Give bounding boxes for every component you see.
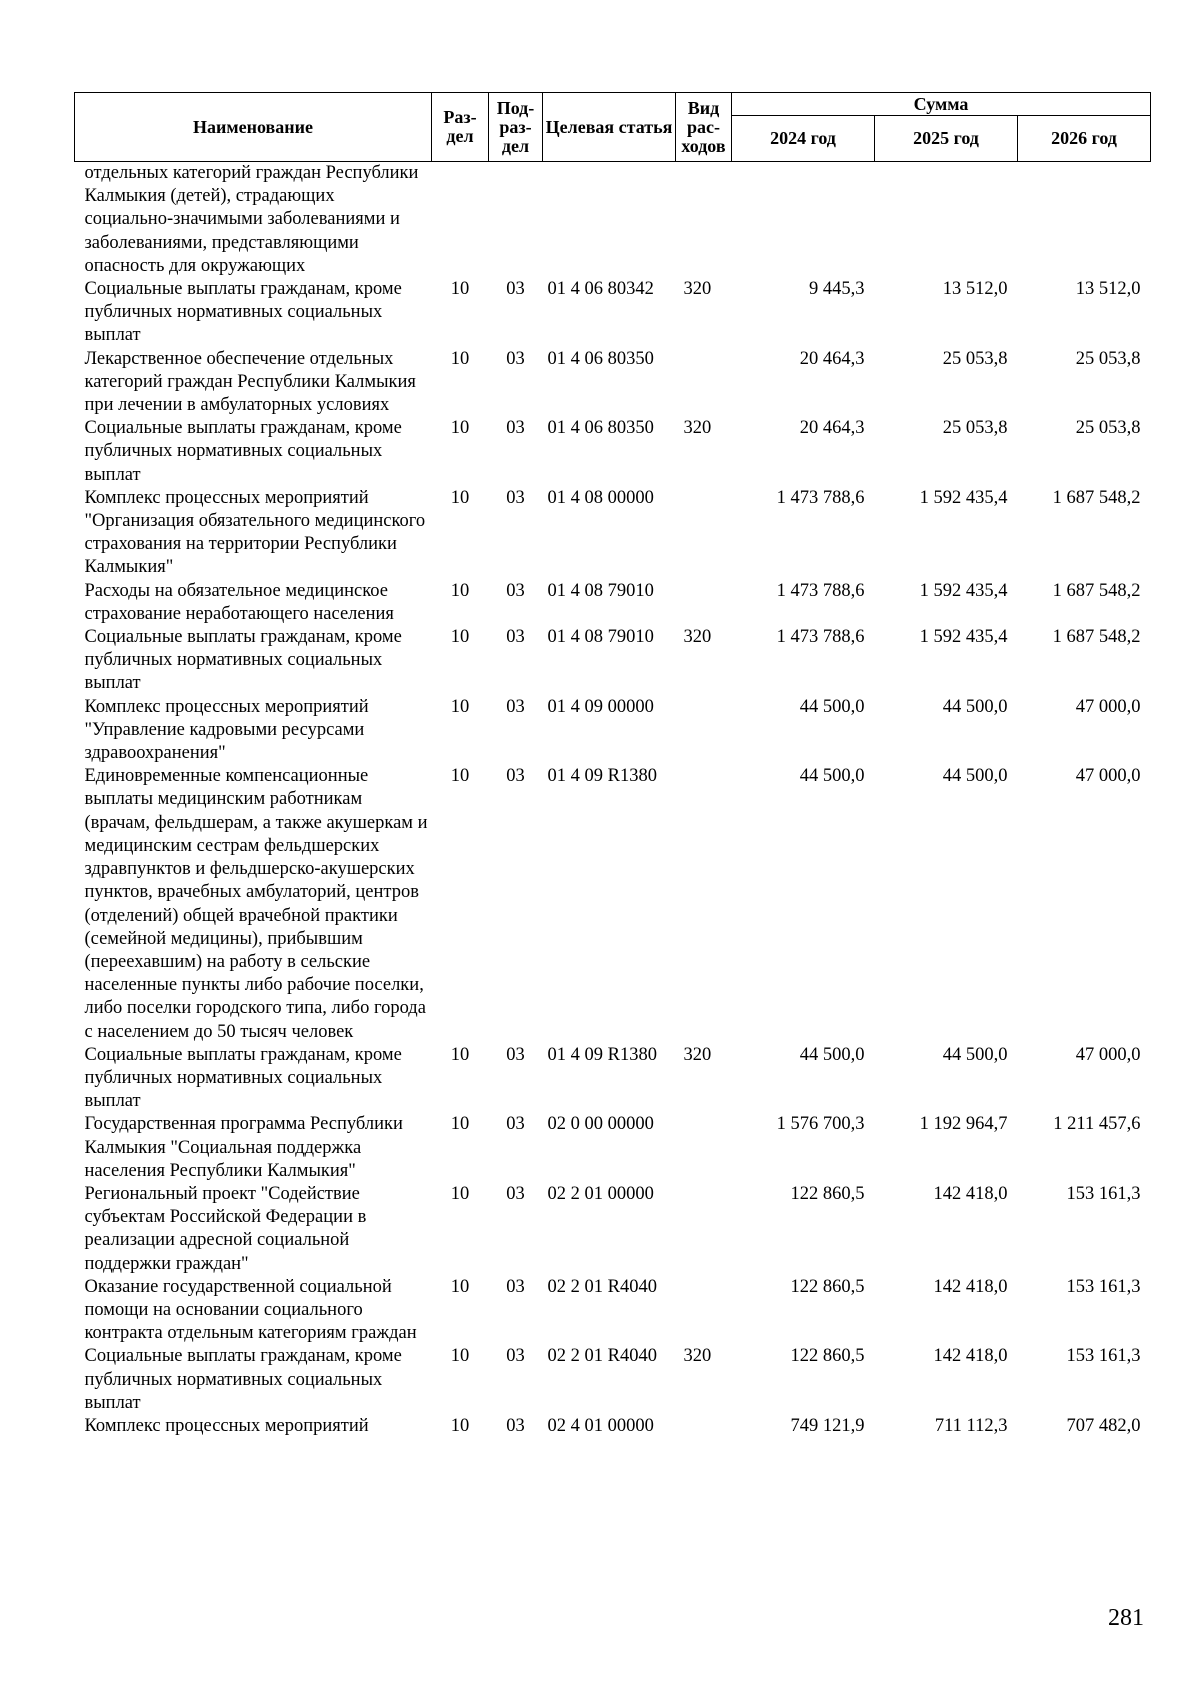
row-code-cell: 01 4 09 R1380 bbox=[547, 766, 657, 787]
row-code-cell: 02 2 01 R4040 bbox=[547, 1276, 657, 1297]
row-razdel-cell: 10 bbox=[450, 1114, 470, 1135]
row-razdel-cell: 10 bbox=[450, 1183, 470, 1204]
row-vid-cell bbox=[676, 696, 732, 766]
row-vid-cell bbox=[676, 348, 732, 418]
row-2025-cell: 44 500,0 bbox=[942, 766, 1008, 787]
row-vid-cell bbox=[676, 1415, 732, 1438]
budget-table-page bbox=[74, 92, 1150, 1438]
row-2024-cell bbox=[732, 162, 875, 279]
row-2024-cell: 1 473 788,6 bbox=[776, 580, 865, 601]
row-razdel-cell: 10 bbox=[450, 487, 470, 508]
row-vid-cell bbox=[676, 1113, 732, 1183]
row-2024-cell: 20 464,3 bbox=[799, 418, 865, 439]
row-razdel-cell: 10 bbox=[450, 1346, 470, 1367]
budget-table bbox=[74, 92, 1151, 1438]
row-podrazdel-cell: 03 bbox=[506, 696, 525, 717]
row-name-cell: Лекарственное обеспечение отдельных категорий граждан Республики Калмыкия при лечении в амбулаторных условиях bbox=[84, 348, 416, 416]
row-podrazdel-cell: 03 bbox=[506, 1114, 525, 1135]
table-row bbox=[75, 162, 1151, 279]
table-row bbox=[75, 1113, 1151, 1183]
row-podrazdel-cell: 03 bbox=[506, 348, 525, 369]
table-row bbox=[75, 487, 1151, 580]
row-name-cell: Государственная программа Республики Калмыкия "Социальная поддержка населения Республики Калмыкия" bbox=[84, 1114, 403, 1181]
row-name-cell: Социальные выплаты гражданам, кроме публичных нормативных социальных выплат bbox=[84, 1346, 402, 1413]
row-vid-cell bbox=[676, 1183, 732, 1276]
row-razdel-cell: 10 bbox=[450, 418, 470, 439]
row-2025-cell: 25 053,8 bbox=[942, 418, 1008, 439]
row-name-cell: Социальные выплаты гражданам, кроме публичных нормативных социальных выплат bbox=[84, 279, 402, 346]
row-code-cell: 02 0 00 00000 bbox=[547, 1114, 654, 1135]
row-code-cell: 01 4 06 80350 bbox=[547, 418, 654, 439]
row-podrazdel-cell: 03 bbox=[506, 627, 525, 648]
row-code-cell: 01 4 08 00000 bbox=[547, 487, 654, 508]
row-2026-cell: 13 512,0 bbox=[1075, 279, 1141, 300]
page-number: 281 bbox=[1108, 1605, 1144, 1631]
row-name-cell: Расходы на обязательное медицинское страхование неработающего населения bbox=[84, 580, 394, 624]
row-vid-cell: 320 bbox=[683, 279, 712, 300]
row-code-cell: 01 4 06 80342 bbox=[547, 279, 654, 300]
row-podrazdel-cell: 03 bbox=[506, 1044, 525, 1065]
row-code-cell: 02 4 01 00000 bbox=[547, 1415, 654, 1436]
row-code-cell: 01 4 06 80350 bbox=[547, 348, 654, 369]
row-2024-cell: 44 500,0 bbox=[799, 696, 865, 717]
row-vid-cell bbox=[676, 580, 732, 626]
row-vid-cell: 320 bbox=[683, 1346, 712, 1367]
row-2024-cell: 1 473 788,6 bbox=[776, 627, 865, 648]
row-2024-cell: 9 445,3 bbox=[809, 279, 865, 300]
row-2025-cell: 142 418,0 bbox=[933, 1183, 1008, 1204]
row-2026-cell: 1 687 548,2 bbox=[1052, 580, 1141, 601]
row-code-cell: 02 2 01 R4040 bbox=[547, 1346, 657, 1367]
row-2025-cell: 1 592 435,4 bbox=[919, 627, 1008, 648]
row-2026-cell: 1 211 457,6 bbox=[1053, 1114, 1141, 1135]
row-2026-cell: 47 000,0 bbox=[1075, 696, 1141, 717]
row-2024-cell: 1 473 788,6 bbox=[776, 487, 865, 508]
row-podrazdel-cell: 03 bbox=[506, 279, 525, 300]
row-2024-cell: 20 464,3 bbox=[799, 348, 865, 369]
row-2026-cell: 153 161,3 bbox=[1066, 1276, 1141, 1297]
row-code-cell: 01 4 09 R1380 bbox=[547, 1044, 657, 1065]
row-2025-cell: 1 592 435,4 bbox=[919, 580, 1008, 601]
header-2025: 2025 год bbox=[875, 116, 1018, 162]
row-razdel-cell: 10 bbox=[450, 1044, 470, 1065]
row-name-cell: Социальные выплаты гражданам, кроме публичных нормативных социальных выплат bbox=[84, 627, 402, 694]
table-row bbox=[75, 348, 1151, 418]
table-row bbox=[75, 626, 1151, 696]
row-vid-cell: 320 bbox=[683, 418, 712, 439]
row-podrazdel-cell: 03 bbox=[506, 1415, 525, 1436]
row-code-cell: 01 4 08 79010 bbox=[547, 580, 654, 601]
row-razdel-cell: 10 bbox=[450, 279, 470, 300]
row-2025-cell: 711 112,3 bbox=[934, 1415, 1008, 1436]
row-name-cell: Комплекс процессных мероприятий "Организация обязательного медицинского страхования на территории Республики Калмыкия" bbox=[84, 487, 426, 578]
row-code-cell: 01 4 08 79010 bbox=[547, 627, 654, 648]
row-2025-cell: 13 512,0 bbox=[942, 279, 1008, 300]
table-row bbox=[75, 580, 1151, 626]
row-vid-cell bbox=[676, 162, 732, 279]
row-podrazdel-cell: 03 bbox=[506, 418, 525, 439]
row-razdel-cell: 10 bbox=[450, 696, 470, 717]
header-2026: 2026 год bbox=[1018, 116, 1151, 162]
header-razdel: Раз- дел bbox=[432, 93, 489, 162]
table-row bbox=[75, 417, 1151, 487]
table-body bbox=[75, 162, 1151, 1439]
row-name-cell: Социальные выплаты гражданам, кроме публичных нормативных социальных выплат bbox=[84, 418, 402, 485]
row-2024-cell: 122 860,5 bbox=[790, 1276, 865, 1297]
row-2024-cell: 44 500,0 bbox=[799, 1044, 865, 1065]
row-2026-cell bbox=[1018, 162, 1151, 279]
row-vid-cell: 320 bbox=[683, 627, 712, 648]
row-podrazdel-cell: 03 bbox=[506, 1346, 525, 1367]
table-row bbox=[75, 765, 1151, 1043]
header-name: Наименование bbox=[75, 93, 432, 162]
table-row bbox=[75, 1345, 1151, 1415]
row-razdel-cell: 10 bbox=[450, 766, 470, 787]
row-razdel-cell: 10 bbox=[450, 1415, 470, 1436]
row-2026-cell: 1 687 548,2 bbox=[1052, 487, 1141, 508]
header-podrazdel: Под- раз- дел bbox=[489, 93, 543, 162]
row-podrazdel-cell bbox=[489, 162, 543, 279]
row-2026-cell: 25 053,8 bbox=[1075, 418, 1141, 439]
row-2026-cell: 47 000,0 bbox=[1075, 1044, 1141, 1065]
row-2025-cell: 142 418,0 bbox=[933, 1276, 1008, 1297]
row-name-cell: Оказание государственной социальной помощи на основании социального контракта отдельным категориям граждан bbox=[84, 1276, 417, 1344]
row-2025-cell: 1 192 964,7 bbox=[919, 1114, 1008, 1135]
row-name-cell: Комплекс процессных мероприятий bbox=[84, 1415, 369, 1436]
row-razdel-cell: 10 bbox=[450, 580, 470, 601]
row-vid-cell bbox=[676, 487, 732, 580]
row-2026-cell: 153 161,3 bbox=[1066, 1346, 1141, 1367]
row-2025-cell bbox=[875, 162, 1018, 279]
row-code-cell: 02 2 01 00000 bbox=[547, 1183, 654, 1204]
row-podrazdel-cell: 03 bbox=[506, 1183, 525, 1204]
table-row bbox=[75, 1183, 1151, 1276]
table-header bbox=[75, 93, 1151, 162]
row-2026-cell: 707 482,0 bbox=[1066, 1415, 1141, 1436]
row-podrazdel-cell: 03 bbox=[506, 487, 525, 508]
table-row bbox=[75, 1276, 1151, 1346]
row-2025-cell: 1 592 435,4 bbox=[919, 487, 1008, 508]
row-name-cell: Региональный проект "Содействие субъектам Российской Федерации в реализации адресной социальной поддержки граждан" bbox=[84, 1183, 367, 1274]
row-code-cell bbox=[543, 162, 676, 279]
row-2025-cell: 44 500,0 bbox=[942, 696, 1008, 717]
row-podrazdel-cell: 03 bbox=[506, 580, 525, 601]
row-vid-cell bbox=[676, 765, 732, 1043]
row-code-cell: 01 4 09 00000 bbox=[547, 696, 654, 717]
row-name-cell: Социальные выплаты гражданам, кроме публичных нормативных социальных выплат bbox=[84, 1044, 402, 1112]
table-row bbox=[75, 278, 1151, 348]
row-2025-cell: 142 418,0 bbox=[933, 1346, 1008, 1367]
header-summa: Сумма bbox=[732, 93, 1151, 116]
row-podrazdel-cell: 03 bbox=[506, 1276, 525, 1297]
row-2024-cell: 122 860,5 bbox=[790, 1183, 865, 1204]
header-vid: Вид рас- ходов bbox=[676, 93, 732, 162]
row-2025-cell: 25 053,8 bbox=[942, 348, 1008, 369]
row-razdel-cell: 10 bbox=[450, 1276, 470, 1297]
table-row bbox=[75, 1044, 1151, 1114]
row-vid-cell: 320 bbox=[683, 1044, 712, 1065]
row-2024-cell: 1 576 700,3 bbox=[776, 1114, 865, 1135]
table-row bbox=[75, 696, 1151, 766]
row-name-cell: Единовременные компенсационные выплаты медицинским работникам (врачам, фельдшерам, а также акушеркам и медицинским сестрам фельдшерских здравпунктов и фельдшерско-акушерских пунктов, врачебных амбулаторий, центров (отделений) общей врачебной практики (семейной медицины), прибывшим (переехавшим) на работу в сельские населенные пункты либо рабочие поселки, либо поселки городского типа, либо города с населением до 50 тысяч человек bbox=[84, 766, 428, 1042]
row-2026-cell: 153 161,3 bbox=[1066, 1183, 1141, 1204]
row-podrazdel-cell: 03 bbox=[506, 766, 525, 787]
row-2026-cell: 25 053,8 bbox=[1075, 348, 1141, 369]
row-2024-cell: 44 500,0 bbox=[799, 766, 865, 787]
row-razdel-cell: 10 bbox=[450, 348, 470, 369]
row-2024-cell: 122 860,5 bbox=[790, 1346, 865, 1367]
row-2025-cell: 44 500,0 bbox=[942, 1044, 1008, 1065]
row-name-cell: Комплекс процессных мероприятий "Управление кадровыми ресурсами здравоохранения" bbox=[84, 696, 369, 764]
row-vid-cell bbox=[676, 1276, 732, 1346]
table-row bbox=[75, 1415, 1151, 1438]
header-2024: 2024 год bbox=[732, 116, 875, 162]
row-2024-cell: 749 121,9 bbox=[790, 1415, 865, 1436]
row-razdel-cell: 10 bbox=[450, 627, 470, 648]
header-celevaya: Целевая статья bbox=[543, 93, 676, 162]
row-2026-cell: 1 687 548,2 bbox=[1052, 627, 1141, 648]
row-name-cell: отдельных категорий граждан Республики Калмыкия (детей), страдающих социально-значимыми заболеваниями и заболеваниями, представляющими опасность для окружающих bbox=[84, 163, 419, 276]
row-2026-cell: 47 000,0 bbox=[1075, 766, 1141, 787]
row-razdel-cell bbox=[432, 162, 489, 279]
